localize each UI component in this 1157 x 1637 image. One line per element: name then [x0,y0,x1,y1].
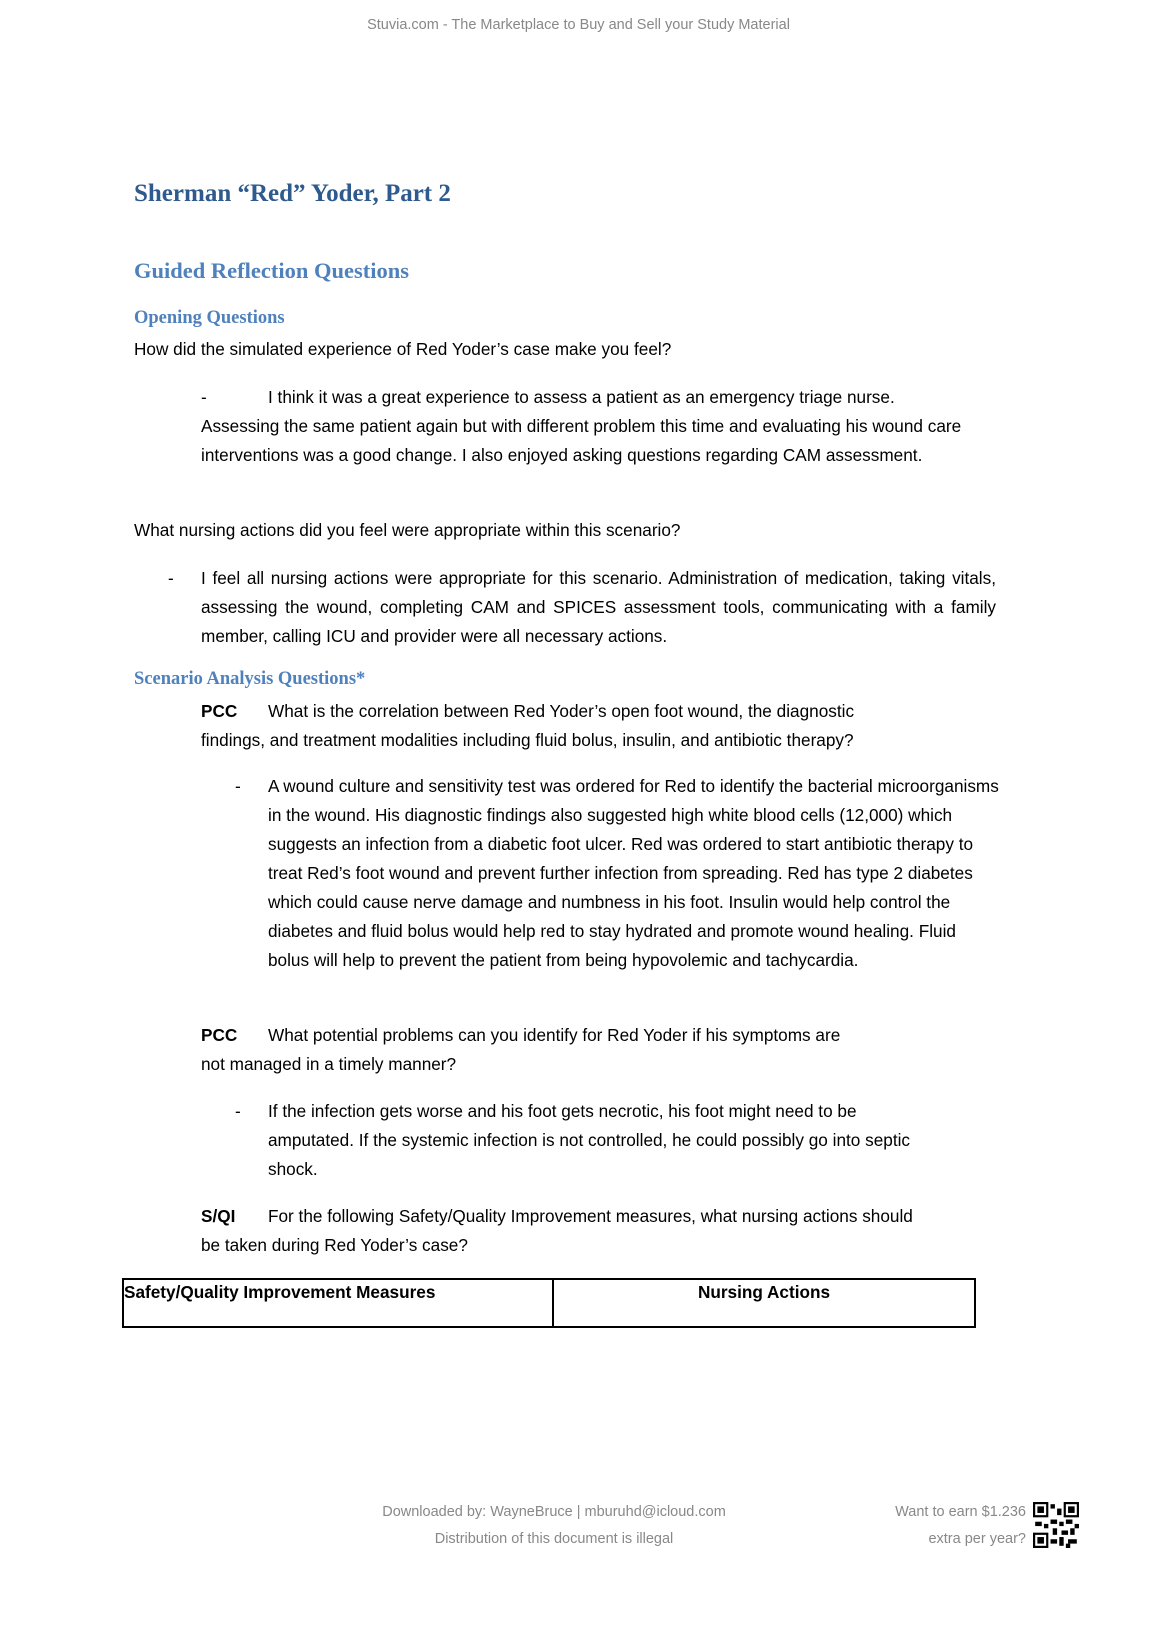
qr-code-icon[interactable] [1033,1502,1079,1548]
section-heading: Guided Reflection Questions [134,258,410,283]
question-text: For the following Safety/Quality Improvement measures, what nursing actions should [268,1206,913,1226]
page-title: Sherman “Red” Yoder, Part 2 [134,180,451,207]
bullet-dash: - [235,776,241,796]
table-header-row [123,1279,975,1327]
answer-text: Assessing the same patient again but with different problem this time and evaluating his wound care interventions was a good change. I also enjoyed asking questions regarding CAM assessment. [201,416,962,465]
bullet-dash: - [168,568,174,588]
answer-block [134,564,996,651]
answer-text: A wound culture and sensitivity test was ordered for Red to identify the bacterial microorganisms in the wound. His diagnostic findings also suggested high white blood cells (12,000) which suggests an infection from a diabetic foot ulcer. Red was ordered to start antibiotic therapy to treat Red’s foot wound and prevent further infection from spreading. Red has type 2 diabetes which could cause nerve damage and numbness in his foot. Insulin would help control the diabetes and fluid bolus would help red to stay hydrated and promote wound healing. Fluid bolus will help to prevent the patient from being hypovolemic and tachycardia. [268,776,999,970]
question-block [201,697,1001,755]
earn-promo-line2[interactable]: extra per year? [928,1531,1026,1547]
answer-text: I think it was a great experience to assess a patient as an emergency triage nurse. [268,387,895,407]
answer-block [201,1097,941,1184]
question-text: What is the correlation between Red Yoder’s open foot wound, the diagnostic [268,701,855,721]
distribution-notice: Distribution of this document is illegal [434,1531,674,1547]
bullet-dash: - [235,1101,241,1121]
table-header-cell: Nursing Actions [553,1279,975,1327]
earn-promo-line1[interactable]: Want to earn $1.236 [895,1504,1026,1520]
question-text: What potential problems can you identify for Red Yoder if his symptoms are [268,1025,841,1045]
bullet-dash: - [201,387,207,407]
question-text: How did the simulated experience of Red Yoder’s case make you feel? [134,339,672,359]
scenario-analysis-heading: Scenario Analysis Questions* [134,669,366,689]
table-header-cell: Safety/Quality Improvement Measures [123,1279,553,1327]
safety-measures-table [122,1278,976,1328]
answer-text: If the infection gets worse and his foot gets necrotic, his foot might need to be amputated. If the systemic infection is not controlled, he could possibly go into septic shock. [268,1101,911,1179]
site-banner: Stuvia.com - The Marketplace to Buy and Sell your Study Material [367,17,790,33]
opening-questions-heading: Opening Questions [134,308,285,328]
question-tag: S/QI [201,1206,236,1226]
question-text: be taken during Red Yoder’s case? [201,1235,468,1255]
answer-block [201,772,1001,975]
question-tag: PCC [201,1025,238,1045]
answer-text: I feel all nursing actions were appropriate for this scenario. Administration of medication, taking vitals, assessing the wound, completing CAM and SPICES assessment tools, communicating with a family member, calling ICU and provider were all necessary actions. [201,568,996,646]
question-tag: PCC [201,701,238,721]
question-block [201,1021,1001,1079]
question-text: What nursing actions did you feel were appropriate within this scenario? [134,520,681,540]
answer-block [201,383,996,470]
question-text: findings, and treatment modalities including fluid bolus, insulin, and antibiotic therapy? [201,730,854,750]
question-text: not managed in a timely manner? [201,1054,457,1074]
downloaded-by: Downloaded by: WayneBruce | mburuhd@icloud.com [382,1504,726,1520]
question-block [201,1202,1001,1260]
